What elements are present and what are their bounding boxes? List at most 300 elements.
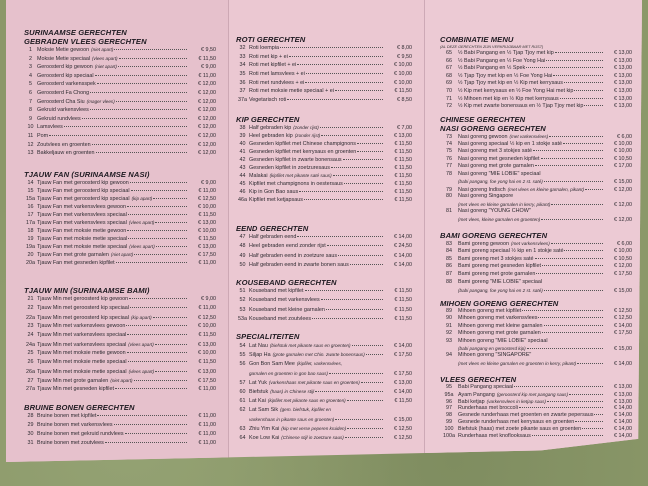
- menu-item[interactable]: [440, 133, 632, 141]
- menu-item[interactable]: [440, 419, 632, 426]
- item-name: Nasi goreng speciaal ½ kip en 1 stokje saté: [458, 140, 562, 147]
- menu-item[interactable]: [24, 235, 216, 243]
- item-number: 99: [446, 419, 452, 425]
- item-name: Mihoen goreng met grote garnalen: [458, 330, 541, 337]
- menu-item[interactable]: [24, 430, 216, 439]
- item-price: € 10,00: [614, 247, 632, 254]
- item-price: € 8,00: [397, 45, 412, 51]
- menu-item[interactable]: [440, 384, 632, 391]
- menu-item[interactable]: [440, 308, 632, 315]
- dot-leader: [130, 307, 187, 308]
- menu-item[interactable]: [24, 304, 216, 313]
- menu-item[interactable]: [24, 227, 216, 235]
- item-price: € 17,50: [198, 252, 216, 258]
- menu-item[interactable]: [236, 387, 412, 396]
- item-price: € 12,00: [198, 81, 216, 88]
- item-number: 20a: [26, 260, 35, 266]
- item-price: € 9,00: [201, 180, 216, 186]
- item-price: € 11,00: [198, 260, 216, 266]
- dot-leader: [90, 92, 187, 93]
- dot-leader: [343, 159, 383, 160]
- dot-leader: [522, 310, 603, 311]
- menu-item[interactable]: [440, 323, 632, 330]
- menu-column: [24, 0, 216, 460]
- menu-item[interactable]: [236, 424, 412, 433]
- menu-item[interactable]: [440, 148, 632, 156]
- item-price: € 9,50: [397, 53, 412, 60]
- item-number: 93: [446, 337, 452, 344]
- menu-item[interactable]: [24, 313, 216, 322]
- menu-item[interactable]: [236, 287, 412, 296]
- menu-item[interactable]: [440, 405, 632, 412]
- menu-item[interactable]: [24, 187, 216, 195]
- dot-leader: [542, 332, 603, 333]
- menu-item[interactable]: [24, 367, 216, 376]
- dot-leader: [347, 428, 383, 429]
- menu-item[interactable]: [440, 279, 632, 287]
- item-note: (met vlees en kleine garnalen en groenten in kerry, pikant): [458, 360, 577, 366]
- menu-item[interactable]: [236, 261, 412, 270]
- dot-leader: [125, 433, 187, 434]
- item-number: 8: [29, 107, 32, 114]
- item-price: € 14,00: [394, 261, 412, 268]
- item-note: (vlees apart): [128, 369, 155, 374]
- menu-item[interactable]: [236, 180, 412, 188]
- item-price: € 12,50: [198, 315, 216, 321]
- menu-item[interactable]: [440, 256, 632, 264]
- menu-item[interactable]: [236, 70, 412, 79]
- menu-item[interactable]: [440, 65, 632, 73]
- item-name: Tjauw Fan met moksie metie speciaal: [37, 236, 128, 242]
- item-name: Bami goreng speciaal ½ kip en 1 stokje saté: [458, 247, 564, 254]
- item-number: 78: [446, 170, 452, 177]
- menu-item-continuation[interactable]: [440, 360, 632, 367]
- menu-item[interactable]: [24, 259, 216, 267]
- menu-item[interactable]: [24, 149, 216, 158]
- item-price: € 13,00: [394, 133, 412, 139]
- menu-item[interactable]: [24, 98, 216, 107]
- menu-item[interactable]: [236, 405, 412, 414]
- item-price: € 13,00: [614, 103, 632, 110]
- menu-item[interactable]: [24, 340, 216, 349]
- item-price: € 12,00: [614, 263, 632, 270]
- menu-item[interactable]: [24, 331, 216, 340]
- menu-item[interactable]: [24, 123, 216, 132]
- item-note: garnalen en groenten in gon bao saus): [249, 370, 328, 376]
- menu-item[interactable]: [236, 242, 412, 251]
- item-number: 40: [239, 141, 246, 147]
- menu-item[interactable]: [24, 141, 216, 150]
- item-price: € 12,00: [198, 89, 216, 96]
- item-name: Bami goreng met grote garnalen: [458, 271, 536, 278]
- item-name: Runderhaas met broccoli: [458, 405, 518, 411]
- section-heading: COMBINATIE MENU: [440, 35, 514, 44]
- menu-item[interactable]: [24, 412, 216, 421]
- menu-section: [440, 299, 632, 367]
- dot-leader: [326, 309, 383, 310]
- menu-item-continuation[interactable]: [440, 178, 632, 186]
- dot-leader: [547, 401, 603, 402]
- item-number: 65: [446, 50, 452, 56]
- menu-item[interactable]: [24, 132, 216, 141]
- item-number: 15a: [26, 196, 35, 202]
- item-note: (met vlees en kleine garnalen, pikant): [507, 186, 585, 192]
- item-price: € 11,50: [394, 157, 412, 163]
- menu-item[interactable]: [24, 295, 216, 304]
- dot-leader: [366, 354, 383, 355]
- menu-item[interactable]: [24, 63, 216, 72]
- menu-item[interactable]: [24, 55, 216, 64]
- item-number: 9: [29, 115, 32, 122]
- menu-item[interactable]: [236, 350, 412, 359]
- item-price: € 10,00: [394, 62, 412, 69]
- dot-leader: [551, 204, 603, 205]
- menu-item[interactable]: [24, 203, 216, 211]
- item-price: € 12,50: [394, 434, 412, 441]
- item-number: 29: [27, 422, 34, 428]
- item-number: 28: [27, 413, 34, 419]
- dot-leader: [535, 165, 603, 166]
- menu-item[interactable]: [236, 341, 412, 350]
- item-name: Half gebraden eend in zoetzure saus: [249, 252, 338, 259]
- dot-leader: [134, 380, 187, 381]
- item-price: € 13,00: [198, 369, 216, 375]
- menu-item-continuation[interactable]: [440, 287, 632, 295]
- item-number: 54: [239, 343, 246, 349]
- item-note: (varkensvlees in ketjap saus): [486, 399, 546, 404]
- item-price: € 11,50: [394, 288, 412, 294]
- dot-leader: [105, 442, 187, 443]
- menu-item[interactable]: [440, 338, 632, 345]
- item-price: € 10,00: [198, 204, 216, 210]
- menu-item[interactable]: [236, 252, 412, 261]
- item-name: Lat Nau: [249, 343, 268, 349]
- menu-item[interactable]: [236, 124, 412, 132]
- item-name: Bruine bonen met gekruid rundvlees: [37, 431, 124, 437]
- menu-section: [440, 115, 632, 223]
- item-note: (babi pangang, foe yong hai en 2 st. saté): [458, 179, 543, 184]
- dot-leader: [312, 318, 383, 319]
- menu-item[interactable]: [236, 148, 412, 156]
- item-price: € 13,00: [614, 65, 632, 72]
- menu-item[interactable]: [24, 89, 216, 98]
- menu-item[interactable]: [236, 306, 412, 315]
- menu-item[interactable]: [236, 79, 412, 88]
- item-name: Tjauw Min met varkensvlees speciaal: [37, 342, 127, 348]
- item-number: 81: [446, 208, 452, 214]
- dot-leader: [114, 49, 187, 50]
- menu-item[interactable]: [24, 211, 216, 219]
- item-name: Mihoen goreng "SINGAPORE": [458, 352, 532, 359]
- menu-item[interactable]: [236, 359, 412, 368]
- item-name: Tjauw Fan met varkensvlees speciaal: [37, 220, 127, 226]
- item-name: Biefstuk (haas) met zoete pikante saus en groenten: [458, 426, 582, 432]
- dot-leader: [305, 82, 383, 83]
- fold-line: [424, 0, 425, 462]
- item-price: € 12,50: [198, 196, 216, 202]
- menu-item[interactable]: [440, 398, 632, 405]
- menu-item[interactable]: [236, 172, 412, 180]
- item-name: Pom: [37, 132, 49, 139]
- menu-item[interactable]: [24, 72, 216, 81]
- item-name: Gesneden kipfilet met kerrysaus en groenten: [249, 149, 357, 155]
- item-name: Tjauw Fan met varkensvlees speciaal: [37, 212, 127, 218]
- item-price: € 11,50: [198, 212, 216, 218]
- menu-item[interactable]: [440, 412, 632, 419]
- item-name: Tjauw Fan met varkensvlees gewoon: [37, 204, 126, 210]
- menu-item[interactable]: [236, 140, 412, 148]
- menu-item-continuation[interactable]: [236, 369, 412, 378]
- dot-leader: [551, 243, 603, 244]
- menu-item[interactable]: [440, 193, 632, 201]
- item-price: € 11,50: [394, 398, 412, 405]
- item-name: Malakai: [249, 173, 268, 179]
- section-heading: KIP GERECHTEN: [236, 115, 300, 124]
- dot-leader: [555, 52, 603, 53]
- item-number: 25: [27, 350, 34, 356]
- dot-leader: [82, 118, 187, 119]
- item-number: 12: [27, 141, 34, 148]
- menu-item[interactable]: [440, 208, 632, 216]
- menu-section: [440, 375, 632, 440]
- item-number: 68: [446, 72, 452, 79]
- item-name: Bami goreng gewoon: [458, 241, 509, 247]
- item-price: € 14,00: [614, 405, 632, 411]
- dot-leader: [97, 415, 187, 416]
- item-note: (babi pangang en geroosterd kip): [458, 345, 526, 351]
- menu-item[interactable]: [24, 106, 216, 115]
- menu-item[interactable]: [440, 240, 632, 248]
- item-number: 55: [239, 352, 246, 359]
- dot-leader: [116, 262, 187, 263]
- item-number: 42: [239, 157, 246, 163]
- item-price: € 12,00: [198, 98, 216, 105]
- item-note: (grote garnalen met Chin. zwarte bonensaus): [272, 352, 365, 358]
- item-price: € 10,50: [614, 255, 632, 262]
- menu-item[interactable]: [24, 358, 216, 367]
- menu-item[interactable]: [236, 233, 412, 242]
- menu-item[interactable]: [440, 330, 632, 337]
- item-note: (met vlees, kleine garnalen en groenten): [458, 216, 541, 222]
- item-name: Nasi goreng Indisch: [458, 186, 506, 193]
- item-price: € 11,50: [198, 332, 216, 338]
- menu-item[interactable]: [440, 141, 632, 149]
- menu-item[interactable]: [24, 219, 216, 227]
- item-price: € 10,50: [614, 155, 632, 162]
- item-price: € 10,00: [198, 350, 216, 356]
- item-number: 37: [239, 88, 246, 95]
- menu-item[interactable]: [236, 196, 412, 204]
- item-note: (kipfilet, varkensvlees,: [296, 361, 343, 367]
- item-number: 92: [446, 330, 452, 337]
- item-number: 15: [27, 188, 34, 194]
- item-name: Half gebraden eend in zwarte bonen saus: [249, 261, 349, 268]
- dot-leader: [153, 198, 187, 199]
- menu-item[interactable]: [440, 391, 632, 398]
- menu-item[interactable]: [24, 421, 216, 430]
- menu-item-continuation[interactable]: [440, 345, 632, 352]
- item-name: Lat Kai: [249, 398, 266, 405]
- menu-item[interactable]: [440, 433, 632, 440]
- item-name: Tjauw Min met geroosterd kip speciaal: [37, 315, 129, 321]
- menu-item[interactable]: [236, 96, 412, 105]
- menu-item[interactable]: [440, 186, 632, 194]
- item-number: 61: [239, 398, 246, 405]
- menu-item[interactable]: [236, 132, 412, 140]
- dot-leader: [127, 206, 187, 207]
- dot-leader: [321, 299, 383, 300]
- section-heading: TJAUW MIN (SURINAAMSE BAMI): [24, 286, 150, 295]
- item-price: € 12,50: [394, 425, 412, 432]
- item-price: € 17,50: [394, 370, 412, 377]
- menu-item[interactable]: [440, 263, 632, 271]
- dot-leader: [131, 190, 187, 191]
- item-name: ½ Babi Pangang en ½ Foe Yong Hai: [458, 57, 546, 64]
- menu-item[interactable]: [236, 396, 412, 405]
- menu-item[interactable]: [236, 53, 412, 62]
- dot-leader: [526, 67, 603, 68]
- menu-item[interactable]: [24, 376, 216, 385]
- menu-item[interactable]: [24, 46, 216, 55]
- menu-item[interactable]: [236, 378, 412, 387]
- dot-leader: [280, 47, 383, 48]
- item-number: 26: [27, 359, 34, 365]
- item-number: 46a: [238, 197, 247, 203]
- menu-item[interactable]: [440, 88, 632, 96]
- item-number: 66: [446, 57, 452, 64]
- item-name: Bami goreng "MIE LOBIE" speciaal: [458, 278, 543, 285]
- item-price: € 10,00: [198, 228, 216, 234]
- dot-leader: [564, 250, 603, 251]
- menu-item[interactable]: [24, 179, 216, 187]
- item-name: Bruine bonen met varkensvlees: [37, 422, 113, 428]
- menu-item[interactable]: [440, 163, 632, 171]
- item-price: € 13,00: [614, 57, 632, 64]
- item-number: 7: [29, 98, 32, 105]
- section-heading: CHINESE GERECHTEN: [440, 115, 526, 124]
- dot-leader: [97, 83, 187, 84]
- item-note: (met vlees en kleine garnalen in kerry, pikant): [458, 201, 551, 207]
- item-price: € 13,00: [198, 244, 216, 250]
- dot-leader: [130, 182, 187, 183]
- item-note: (niet apart): [91, 47, 114, 52]
- item-number: 52: [239, 297, 246, 304]
- menu-item[interactable]: [24, 385, 216, 394]
- menu-item[interactable]: [440, 50, 632, 58]
- dot-leader: [116, 101, 187, 102]
- item-price: € 14,00: [394, 388, 412, 395]
- menu-item[interactable]: [24, 80, 216, 89]
- item-number: 47: [239, 234, 246, 240]
- menu-item[interactable]: [440, 352, 632, 359]
- menu-item-continuation[interactable]: [236, 415, 412, 424]
- menu-item[interactable]: [236, 87, 412, 96]
- item-name: Geroosterd Cha Siu: [37, 98, 85, 105]
- item-name: Mihoen goreng met kleine garnalen: [458, 322, 543, 329]
- item-number: 3: [29, 64, 32, 71]
- item-note: (gem. biefstuk, kipfilet en: [280, 407, 331, 413]
- item-name: Mihoen goreng "MIE LOBIE" speciaal: [458, 337, 548, 344]
- menu-item[interactable]: [236, 156, 412, 164]
- menu-item[interactable]: [236, 296, 412, 305]
- menu-item[interactable]: [24, 115, 216, 124]
- item-name: Gon Bon Sam Mee: [249, 361, 295, 368]
- item-number: 11: [27, 132, 34, 139]
- menu-section: [236, 35, 412, 105]
- menu-item[interactable]: [236, 44, 412, 53]
- menu-item[interactable]: [440, 171, 632, 179]
- menu-item[interactable]: [24, 349, 216, 358]
- menu-item[interactable]: [236, 164, 412, 172]
- item-number: 94: [446, 352, 452, 359]
- dot-leader: [155, 222, 187, 223]
- menu-item[interactable]: [236, 61, 412, 70]
- menu-item[interactable]: [440, 426, 632, 433]
- section-heading: ROTI GERECHTEN: [236, 35, 306, 44]
- menu-item[interactable]: [440, 80, 632, 88]
- menu-item[interactable]: [236, 188, 412, 196]
- item-price: € 11,00: [198, 305, 216, 311]
- item-number: 53: [239, 306, 246, 313]
- menu-section: [236, 224, 412, 270]
- item-number: 100: [444, 426, 454, 432]
- menu-item[interactable]: [440, 103, 632, 111]
- item-note: (kipfilet met pikante saus en groenten): [267, 398, 346, 404]
- item-price: € 15,00: [614, 345, 632, 352]
- menu-section: [236, 115, 412, 204]
- item-price: € 11,50: [394, 197, 412, 203]
- item-price: € 14,00: [614, 433, 632, 439]
- item-name: Tjauw Min met geroosterd kip speciaal: [37, 305, 129, 311]
- item-price: € 14,00: [394, 343, 412, 349]
- item-price: € 11,50: [198, 359, 216, 365]
- item-price: € 13,00: [614, 72, 632, 79]
- item-price: € 11,50: [198, 236, 216, 242]
- item-number: 5: [29, 81, 32, 88]
- menu-item[interactable]: [24, 251, 216, 259]
- menu-item[interactable]: [236, 315, 412, 324]
- item-note: (vlees apart): [128, 342, 154, 347]
- section-subtitle: (AL DEZE GERECHTEN ZIJN VERKRIJGBAAR MET RIJST): [440, 45, 544, 49]
- menu-item[interactable]: [24, 195, 216, 203]
- menu-item[interactable]: [236, 433, 412, 442]
- item-name: Bami goreng met gesneden kipfilet: [458, 263, 542, 270]
- menu-item[interactable]: [440, 315, 632, 322]
- menu-item[interactable]: [440, 271, 632, 279]
- dot-leader: [128, 238, 187, 239]
- item-name: Tjauw Fan met geroosterd kip gewoon: [37, 180, 129, 186]
- menu-item[interactable]: [24, 243, 216, 251]
- menu-item-continuation[interactable]: [440, 201, 632, 209]
- item-name: Bruine bonen met zoutvlees: [37, 440, 104, 446]
- item-number: 74: [446, 140, 452, 147]
- menu-item[interactable]: [440, 156, 632, 164]
- item-note: (met varkensvlees): [510, 241, 550, 246]
- item-price: € 17,00: [614, 163, 632, 169]
- menu-item[interactable]: [24, 322, 216, 331]
- item-name: Nasi goreng met grote garnalen: [458, 163, 534, 169]
- item-name: Tjauw Min met gesneden kipfilet: [37, 386, 115, 392]
- menu-item[interactable]: [24, 439, 216, 448]
- item-number: 84: [446, 247, 452, 254]
- item-note: (niet apart): [110, 378, 133, 383]
- menu-item[interactable]: [440, 248, 632, 256]
- dot-leader: [156, 246, 187, 247]
- menu-item-continuation[interactable]: [440, 216, 632, 224]
- item-name: Heel gebraden kip: [249, 133, 293, 139]
- dot-leader: [347, 400, 383, 401]
- item-price: € 14,00: [614, 426, 632, 432]
